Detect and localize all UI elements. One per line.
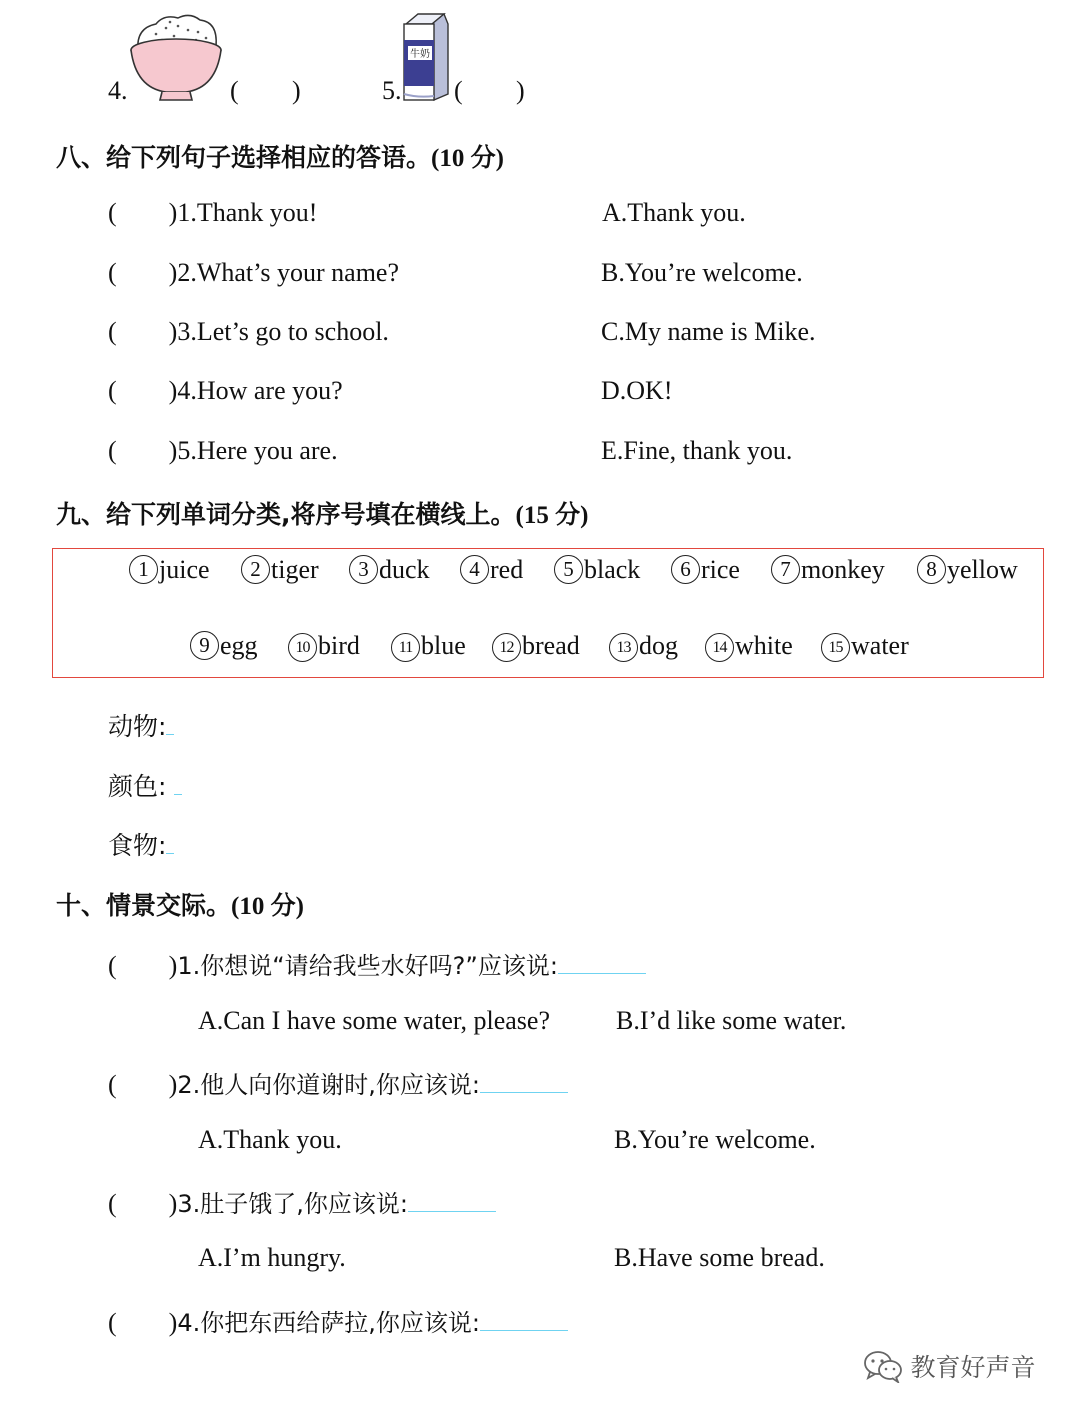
watermark-text: 教育好声音 [910, 1353, 1036, 1382]
answer-option: D.OK! [601, 376, 673, 405]
word-item [190, 631, 258, 661]
word-item [129, 555, 210, 585]
option-a: A.Thank you. [198, 1125, 342, 1154]
word-number: 14 [705, 633, 734, 662]
section-9-points: (15 分) [515, 502, 589, 529]
word-text: juice [159, 555, 210, 584]
word-number: 7 [771, 555, 800, 584]
word-number: 13 [609, 633, 638, 662]
milk-carton-icon [398, 10, 454, 102]
question-text: 5.Here you are. [177, 436, 338, 465]
word-number: 8 [917, 555, 946, 584]
word-number: 12 [492, 633, 521, 662]
answer-paren-open: ( [108, 1189, 117, 1218]
dialogue-question [108, 946, 646, 981]
word-item [460, 555, 523, 585]
word-text: black [584, 555, 641, 584]
item-5-paren-open: ( [454, 76, 463, 105]
word-number: 15 [821, 633, 850, 662]
answer-paren-close: ) [168, 1070, 178, 1099]
word-item [492, 631, 580, 662]
word-number: 9 [190, 631, 219, 660]
word-text: rice [701, 555, 740, 584]
category-label: 动物: [108, 712, 167, 741]
word-number: 10 [288, 633, 317, 662]
option-b: B.I’d like some water. [616, 1006, 847, 1035]
category-row-animals [108, 707, 174, 743]
answer-paren-open: ( [108, 1308, 117, 1337]
answer-paren-close: ) [168, 436, 178, 465]
word-text: dog [639, 631, 678, 660]
answer-paren-open: ( [108, 436, 117, 465]
question-row [108, 198, 317, 228]
word-item [554, 555, 640, 585]
answer-blank[interactable] [166, 712, 174, 735]
word-item [771, 555, 885, 585]
answer-line[interactable] [408, 1189, 496, 1212]
word-text: blue [421, 631, 466, 660]
word-text: red [490, 555, 524, 584]
option-b: B.Have some bread. [614, 1243, 825, 1272]
dialogue-question [108, 1184, 496, 1219]
word-number: 4 [460, 555, 489, 584]
answer-paren-close: ) [168, 1308, 178, 1337]
word-item [241, 555, 319, 585]
word-text: white [735, 631, 793, 660]
answer-paren-open: ( [108, 951, 117, 980]
word-text: water [851, 631, 909, 660]
section-10-points: (10 分) [231, 893, 304, 920]
item-4-paren-open: ( [230, 76, 239, 105]
word-text: tiger [271, 555, 319, 584]
answer-line[interactable] [480, 1070, 568, 1093]
answer-paren-open: ( [108, 258, 117, 287]
word-item [391, 631, 466, 662]
word-number: 5 [554, 555, 583, 584]
word-number: 6 [671, 555, 700, 584]
word-item [821, 631, 909, 662]
answer-blank[interactable] [166, 831, 174, 854]
question-text: 3.Let’s go to school. [177, 317, 389, 346]
section-8-points: (10 分) [431, 145, 504, 172]
wechat-icon [862, 1349, 904, 1383]
word-text: egg [220, 631, 258, 660]
word-text: bread [522, 631, 580, 660]
word-item [349, 555, 430, 585]
answer-line[interactable] [480, 1308, 568, 1331]
word-item [671, 555, 740, 585]
word-text: bird [318, 631, 360, 660]
item-5-paren-close: ) [516, 76, 525, 105]
question-text: 2.他人向你道谢时,你应该说: [177, 1071, 480, 1099]
dialogue-question [108, 1303, 568, 1338]
question-text: 4.How are you? [177, 376, 343, 405]
answer-paren-open: ( [108, 198, 117, 227]
item-4-number: 4. [108, 76, 128, 105]
section-8-title: 八、给下列句子选择相应的答语。 [56, 143, 432, 172]
question-row [108, 258, 399, 288]
question-row [108, 317, 389, 347]
category-label: 颜色: [108, 772, 167, 801]
question-text: 4.你把东西给萨拉,你应该说: [177, 1309, 480, 1337]
question-text: 3.肚子饿了,你应该说: [177, 1190, 408, 1218]
answer-paren-open: ( [108, 376, 117, 405]
item-4-paren-close: ) [292, 76, 301, 105]
word-number: 11 [391, 633, 420, 662]
milk-carton-label: 牛奶 [410, 49, 430, 60]
word-text: duck [379, 555, 430, 584]
word-number: 2 [241, 555, 270, 584]
question-row [108, 436, 338, 466]
option-b: B.You’re welcome. [614, 1125, 816, 1154]
dialogue-question [108, 1065, 568, 1100]
section-8-heading [56, 138, 504, 174]
option-a: A.I’m hungry. [198, 1243, 346, 1272]
answer-paren-close: ) [168, 258, 178, 287]
question-text: 1.你想说“请给我些水好吗?”应该说: [177, 952, 558, 980]
answer-paren-close: ) [168, 198, 178, 227]
answer-option: E.Fine, thank you. [601, 436, 793, 465]
rice-bowl-icon [126, 10, 226, 102]
word-text: monkey [801, 555, 885, 584]
answer-option: C.My name is Mike. [601, 317, 816, 346]
category-label: 食物: [108, 831, 167, 860]
word-bank-box [52, 548, 1044, 678]
question-text: 1.Thank you! [177, 198, 318, 227]
question-text: 2.What’s your name? [177, 258, 399, 287]
answer-option: A.Thank you. [602, 198, 746, 227]
answer-line[interactable] [558, 951, 646, 974]
word-number: 3 [349, 555, 378, 584]
word-item [609, 631, 678, 662]
answer-blank[interactable] [174, 772, 182, 795]
section-9-title: 九、给下列单词分类,将序号填在横线上。 [56, 500, 516, 529]
question-row [108, 376, 343, 406]
word-item [288, 631, 360, 662]
answer-paren-close: ) [168, 317, 178, 346]
category-row-food [108, 826, 174, 862]
section-10-title: 十、情景交际。 [56, 891, 232, 920]
item-5-number: 5. [382, 76, 402, 105]
answer-paren-close: ) [168, 951, 178, 980]
section-9-heading [56, 495, 588, 531]
answer-paren-close: ) [168, 1189, 178, 1218]
watermark [862, 1348, 1036, 1384]
option-a: A.Can I have some water, please? [198, 1006, 550, 1035]
answer-paren-open: ( [108, 317, 117, 346]
word-item [917, 555, 1018, 585]
answer-paren-open: ( [108, 1070, 117, 1099]
word-number: 1 [129, 555, 158, 584]
word-item [705, 631, 793, 662]
category-row-colors [108, 767, 182, 803]
answer-paren-close: ) [168, 376, 178, 405]
section-10-heading [56, 886, 304, 922]
answer-option: B.You’re welcome. [601, 258, 803, 287]
word-text: yellow [947, 555, 1018, 584]
